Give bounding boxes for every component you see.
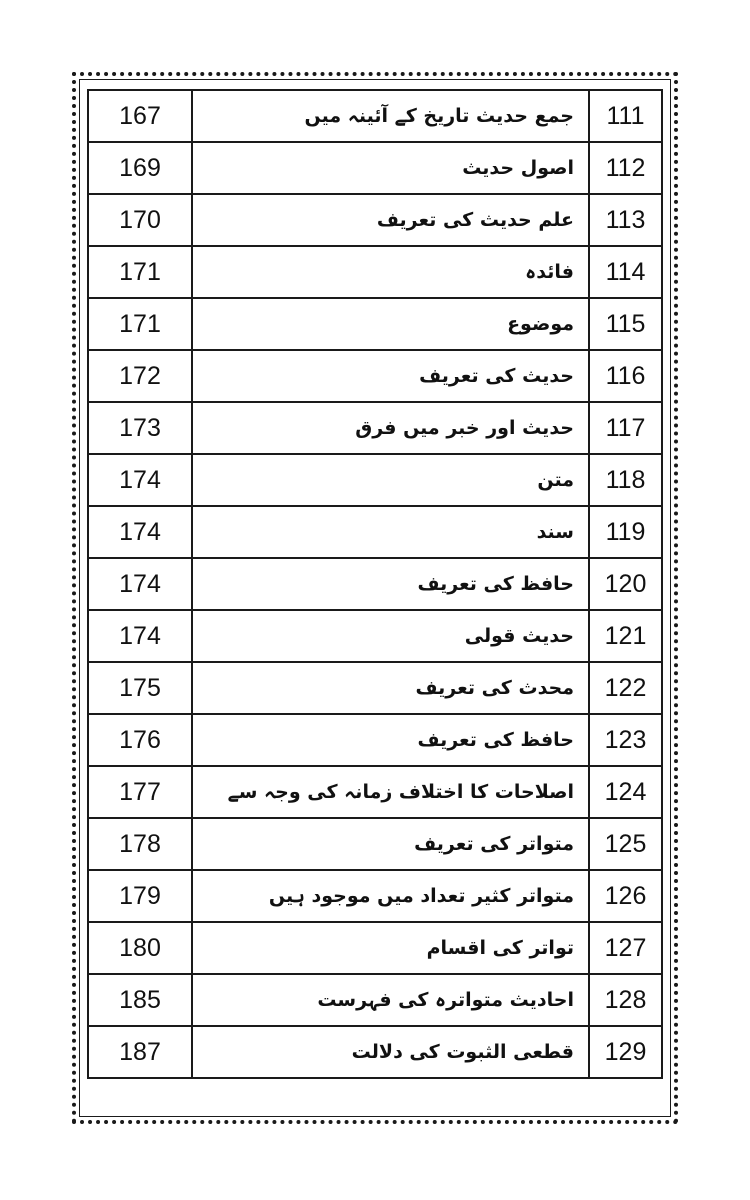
title-cell: علم حدیث کی تعریف bbox=[192, 194, 589, 246]
entry-number-cell: 117 bbox=[589, 402, 662, 454]
table-row bbox=[88, 298, 662, 350]
title-cell: متواتر کی تعریف bbox=[192, 818, 589, 870]
page-number-cell: 173 bbox=[88, 402, 192, 454]
page-number-cell: 169 bbox=[88, 142, 192, 194]
entry-number-cell: 121 bbox=[589, 610, 662, 662]
table-row bbox=[88, 714, 662, 766]
entry-number-cell: 118 bbox=[589, 454, 662, 506]
table-row bbox=[88, 662, 662, 714]
entry-number-cell: 126 bbox=[589, 870, 662, 922]
page-number-cell: 176 bbox=[88, 714, 192, 766]
page-number-cell: 174 bbox=[88, 454, 192, 506]
title-cell: حافظ کی تعریف bbox=[192, 714, 589, 766]
table-row bbox=[88, 142, 662, 194]
title-cell: احادیث متواترہ کی فہرست bbox=[192, 974, 589, 1026]
page-number-cell: 174 bbox=[88, 506, 192, 558]
table-row bbox=[88, 870, 662, 922]
page-number-cell: 180 bbox=[88, 922, 192, 974]
page-number-cell: 172 bbox=[88, 350, 192, 402]
table-row bbox=[88, 90, 662, 142]
entry-number-cell: 111 bbox=[589, 90, 662, 142]
entry-number-cell: 114 bbox=[589, 246, 662, 298]
entry-number-cell: 128 bbox=[589, 974, 662, 1026]
table-row bbox=[88, 1026, 662, 1078]
title-cell: موضوع bbox=[192, 298, 589, 350]
page-number-cell: 185 bbox=[88, 974, 192, 1026]
entry-number-cell: 125 bbox=[589, 818, 662, 870]
page-number-cell: 171 bbox=[88, 246, 192, 298]
title-cell: متن bbox=[192, 454, 589, 506]
table-row bbox=[88, 194, 662, 246]
title-cell: محدث کی تعریف bbox=[192, 662, 589, 714]
entry-number-cell: 127 bbox=[589, 922, 662, 974]
entry-number-cell: 113 bbox=[589, 194, 662, 246]
entry-number-cell: 123 bbox=[589, 714, 662, 766]
title-cell: اصلاحات کا اختلاف زمانہ کی وجہ سے bbox=[192, 766, 589, 818]
page-number-cell: 178 bbox=[88, 818, 192, 870]
title-cell: قطعی الثبوت کی دلالت bbox=[192, 1026, 589, 1078]
page-number-cell: 167 bbox=[88, 90, 192, 142]
table-row bbox=[88, 558, 662, 610]
page-number-cell: 177 bbox=[88, 766, 192, 818]
table-row bbox=[88, 766, 662, 818]
page-number-cell: 171 bbox=[88, 298, 192, 350]
entry-number-cell: 116 bbox=[589, 350, 662, 402]
page-number-cell: 170 bbox=[88, 194, 192, 246]
entry-number-cell: 120 bbox=[589, 558, 662, 610]
page-number-cell: 174 bbox=[88, 558, 192, 610]
title-cell: اصول حدیث bbox=[192, 142, 589, 194]
entry-number-cell: 129 bbox=[589, 1026, 662, 1078]
table-row bbox=[88, 974, 662, 1026]
title-cell: جمع حدیث تاریخ کے آئینہ میں bbox=[192, 90, 589, 142]
entry-number-cell: 115 bbox=[589, 298, 662, 350]
title-cell: متواتر کثیر تعداد میں موجود ہیں bbox=[192, 870, 589, 922]
table-row bbox=[88, 922, 662, 974]
title-cell: تواتر کی اقسام bbox=[192, 922, 589, 974]
entry-number-cell: 112 bbox=[589, 142, 662, 194]
entry-number-cell: 119 bbox=[589, 506, 662, 558]
page-number-cell: 179 bbox=[88, 870, 192, 922]
page-number-cell: 175 bbox=[88, 662, 192, 714]
page-number-cell: 174 bbox=[88, 610, 192, 662]
table-row bbox=[88, 350, 662, 402]
title-cell: حدیث اور خبر میں فرق bbox=[192, 402, 589, 454]
entry-number-cell: 122 bbox=[589, 662, 662, 714]
title-cell: حدیث قولی bbox=[192, 610, 589, 662]
table-row bbox=[88, 818, 662, 870]
table-row bbox=[88, 610, 662, 662]
title-cell: حافظ کی تعریف bbox=[192, 558, 589, 610]
table-row bbox=[88, 246, 662, 298]
table-of-contents bbox=[87, 89, 663, 1079]
title-cell: فائدہ bbox=[192, 246, 589, 298]
title-cell: حدیث کی تعریف bbox=[192, 350, 589, 402]
title-cell: سند bbox=[192, 506, 589, 558]
table-row bbox=[88, 402, 662, 454]
entry-number-cell: 124 bbox=[589, 766, 662, 818]
table-row bbox=[88, 454, 662, 506]
table-row bbox=[88, 506, 662, 558]
page-number-cell: 187 bbox=[88, 1026, 192, 1078]
